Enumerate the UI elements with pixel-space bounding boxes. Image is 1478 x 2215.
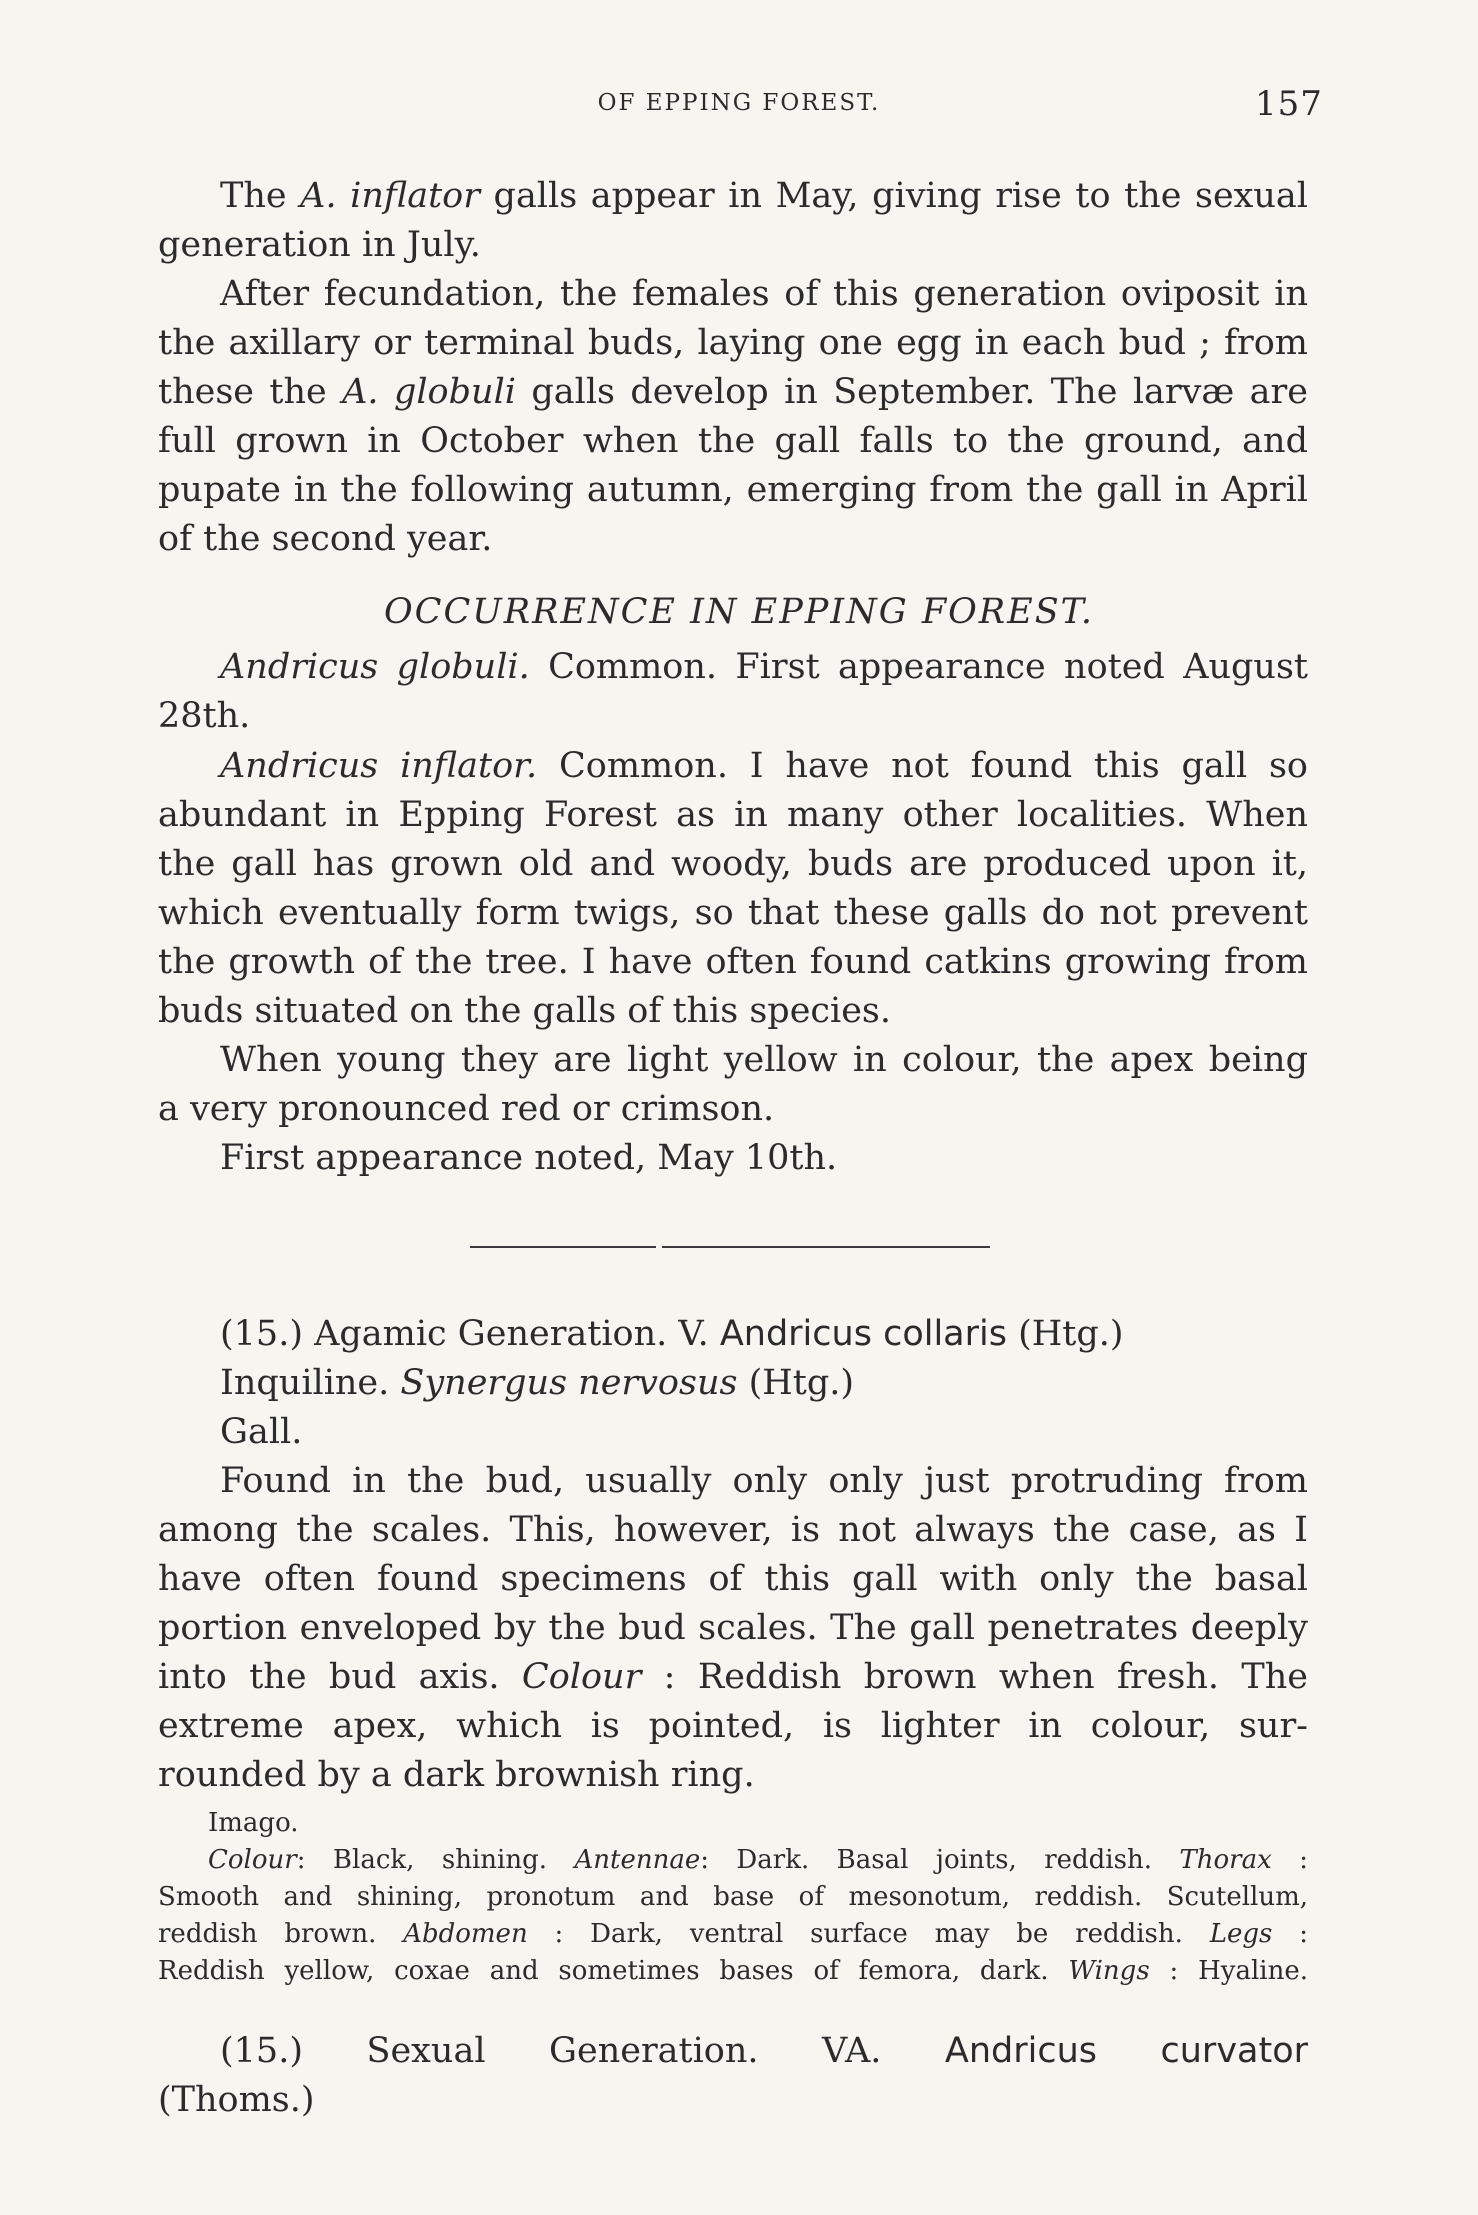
gall-label: Gall. — [220, 1412, 303, 1452]
text-run: : — [1271, 1845, 1308, 1875]
paragraph-line: First appearance noted, May 10th. — [220, 1138, 838, 1178]
text-run: Inquiline. — [220, 1363, 401, 1403]
species-name: Andricus curvator — [944, 2031, 1309, 2071]
imago-line: Smooth and shining, pronotum and base of mesonotum, reddish. Scutellum, — [158, 1882, 1308, 1912]
species-author: (Thoms.) — [158, 2080, 315, 2120]
entry-number: (15.) — [220, 1314, 303, 1354]
paragraph-line: portion enveloped by the bud scales. The gall penetrates deeply — [158, 1608, 1308, 1648]
species-name: Synergus nervosus — [400, 1363, 738, 1403]
section-rule — [470, 1246, 656, 1248]
paragraph-line: among the scales. This, however, is not always the case, as I — [158, 1510, 1308, 1550]
field-label: Wings — [1068, 1956, 1150, 1986]
paragraph-line: full grown in October when the gall falls to the ground, and — [158, 421, 1308, 461]
paragraph-line: generation in July. — [158, 225, 481, 265]
text-run: : Dark, ventral surface may be reddish. — [527, 1919, 1210, 1949]
paragraph-line: the gall has grown old and woody, buds are produced upon it, — [158, 844, 1308, 884]
imago-label: Imago. — [208, 1808, 299, 1838]
species-author: (Htg.) — [1006, 1314, 1124, 1354]
text-run: Reddish yellow, coxae and sometimes bases of femora, dark. — [158, 1956, 1069, 1986]
text-run: : Black, shining. — [296, 1845, 575, 1875]
field-label: Abdomen — [403, 1919, 528, 1949]
paragraph-line: which eventually form twigs, so that these galls do not prevent — [158, 893, 1308, 933]
text-run: galls develop in September. The larvæ are — [515, 372, 1308, 412]
paragraph-line: a very pronounced red or crimson. — [158, 1089, 775, 1129]
paragraph-line: After fecundation, the females of this generation oviposit in — [220, 274, 1308, 314]
imago-line — [158, 1953, 1308, 1990]
text-run: galls appear in May, giving rise to the sexual — [479, 176, 1308, 216]
section-rule — [662, 1246, 990, 1248]
imago-line — [158, 1842, 1308, 1879]
paragraph-line: buds situated on the galls of this species. — [158, 991, 892, 1031]
running-head: OF EPPING FOREST. — [597, 90, 881, 116]
text-run: The — [220, 176, 301, 216]
text-run: Common. First appearance noted August — [529, 647, 1308, 687]
species-name: Andricus inflator. — [220, 746, 538, 786]
field-label: Antennae — [574, 1845, 701, 1875]
text-run: : — [1272, 1919, 1308, 1949]
text-run: Sexual Generation. VA. — [302, 2031, 945, 2071]
paragraph-line: 28th. — [158, 696, 251, 736]
field-label: Colour — [208, 1845, 297, 1875]
species-name: A. globuli — [342, 372, 516, 412]
field-label: Legs — [1209, 1919, 1273, 1949]
text-run: : Dark. Basal joints, reddish. — [700, 1845, 1180, 1875]
field-label: Colour — [521, 1657, 642, 1697]
text-run: : Reddish brown when fresh. The — [641, 1657, 1308, 1697]
paragraph-line: of the second year. — [158, 519, 493, 559]
paragraph-line: Found in the bud, usually only only just protruding from — [220, 1461, 1308, 1501]
section-heading: OCCURRENCE IN EPPING FOREST. — [383, 592, 1095, 632]
species-name: Andricus collaris — [719, 1314, 1007, 1354]
inquiline-line — [158, 1359, 1308, 1408]
paragraph-line: pupate in the following autumn, emerging from the gall in April — [158, 470, 1308, 510]
text-run: Agamic Generation. V. — [302, 1314, 720, 1354]
text-run: : Hyaline. — [1149, 1956, 1308, 1986]
imago-line — [158, 1916, 1308, 1953]
species-name: A. inflator — [300, 176, 480, 216]
text-run: these the — [158, 372, 343, 412]
entry-number: (15.) — [220, 2031, 303, 2071]
text-run: reddish brown. — [158, 1919, 404, 1949]
paragraph-line: extreme apex, which is pointed, is lighter in colour, sur- — [158, 1706, 1308, 1746]
paragraph-line: have often found specimens of this gall with only the basal — [158, 1559, 1308, 1599]
paragraph-line: When young they are light yellow in colour, the apex being — [220, 1040, 1308, 1080]
paragraph-line: the axillary or terminal buds, laying one egg in each bud ; from — [158, 323, 1308, 363]
paragraph-line: rounded by a dark brownish ring. — [158, 1755, 755, 1795]
species-heading — [158, 2027, 1308, 2076]
paragraph-line: abundant in Epping Forest as in many other localities. When — [158, 795, 1308, 835]
species-heading — [158, 1310, 1308, 1359]
paragraph-line — [158, 172, 1308, 221]
field-label: Thorax — [1179, 1845, 1272, 1875]
text-run: into the bud axis. — [158, 1657, 522, 1697]
paragraph-line — [158, 1653, 1308, 1702]
page-number: 157 — [1255, 84, 1323, 124]
paragraph-line: the growth of the tree. I have often found catkins growing from — [158, 942, 1308, 982]
paragraph-line — [158, 643, 1308, 692]
paragraph-line — [158, 742, 1308, 791]
species-name: Andricus globuli. — [220, 647, 530, 687]
text-run: Common. I have not found this gall so — [537, 746, 1308, 786]
paragraph-line — [158, 368, 1308, 417]
species-author: (Htg.) — [737, 1363, 855, 1403]
